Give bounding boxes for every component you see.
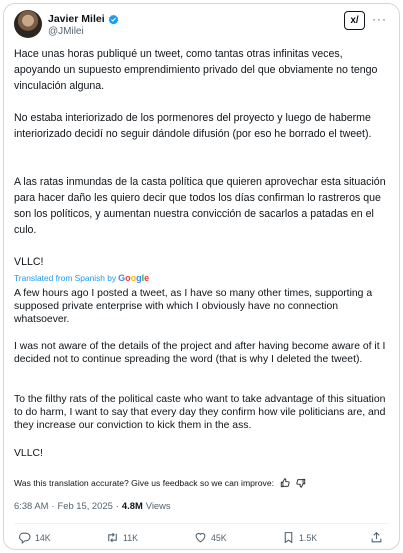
retweet-icon: [106, 531, 119, 544]
translation-attribution[interactable]: [14, 273, 149, 283]
tweet-header: [14, 10, 389, 42]
like-button[interactable]: [194, 531, 227, 544]
retweet-button[interactable]: [106, 531, 138, 544]
translated-paragraph: VLLC!: [14, 448, 43, 459]
share-icon: [370, 531, 383, 544]
views-label: Views: [145, 500, 171, 511]
action-bar: [14, 531, 389, 549]
translation-feedback: [14, 478, 306, 488]
reply-count: 14K: [35, 532, 51, 543]
author-handle[interactable]: @JMilei: [48, 26, 84, 37]
tweet-text-paragraph: VLLC!: [14, 256, 44, 268]
avatar[interactable]: [14, 10, 42, 38]
tweet-date[interactable]: Feb 15, 2025: [57, 500, 113, 511]
translated-paragraph: I was not aware of the details of the project and after having become aware of it I decided not to continue spreading the word (that is why I deleted the tweet).: [14, 341, 386, 365]
divider: [14, 523, 389, 524]
tweet-card: [3, 3, 400, 550]
translated-paragraph: A few hours ago I posted a tweet, as I have so many other times, supporting a supposed private enterprise with which I obviously have no connection whatsoever.: [14, 288, 373, 325]
google-logo: Google: [118, 273, 150, 283]
reply-icon: [18, 531, 31, 544]
thumbs-down-icon[interactable]: [296, 478, 306, 488]
author-name-row: [48, 12, 119, 26]
bookmark-count: 1.5K: [299, 532, 318, 543]
bookmark-button[interactable]: [282, 531, 317, 544]
tweet-meta: [14, 500, 171, 511]
author-name[interactable]: Javier Milei: [48, 13, 105, 25]
more-options-icon[interactable]: ···: [372, 12, 387, 26]
bookmark-icon: [282, 531, 295, 544]
share-button[interactable]: [370, 531, 383, 544]
views-count: 4.8M: [121, 500, 143, 511]
tweet-text-paragraph: No estaba interiorizado de los pormenores del proyecto y luego de haberme interiorizado decidí no seguir dándole difusión (por eso he borrado el tweet).: [14, 112, 372, 140]
like-count: 45K: [211, 532, 227, 543]
grok-icon[interactable]: x/: [344, 11, 365, 30]
feedback-question: Was this translation accurate? Give us feedback so we can improve:: [14, 478, 275, 488]
thumbs-up-icon[interactable]: [280, 478, 290, 488]
heart-icon: [194, 531, 207, 544]
tweet-time[interactable]: 6:38 AM: [14, 500, 49, 511]
tweet-text-paragraph: Hace unas horas publiqué un tweet, como tantas otras infinitas veces, apoyando un supuesto emprendimiento privado del que obviamente no tengo vinculación alguna.: [14, 48, 378, 92]
tweet-text-paragraph: A las ratas inmundas de la casta política que quieren aprovechar esta situación para hacer daño les quiero decir que todos los días confirman lo rastreros que son los políticos, y aumentan nuestra convicción de sacarlos a patadas en el culo.: [14, 176, 386, 236]
meta-separator: ·: [115, 500, 119, 511]
reply-button[interactable]: [18, 531, 51, 544]
translation-label: Translated from Spanish by: [14, 273, 117, 283]
retweet-count: 11K: [123, 532, 138, 543]
translated-paragraph: To the filthy rats of the political caste who want to take advantage of this situation to do harm, I want to say that every day they confirm how vile politicians are, and they increase our conviction to kick them in the ass.: [14, 394, 386, 431]
verified-badge-icon: [108, 14, 119, 25]
meta-separator: ·: [51, 500, 55, 511]
